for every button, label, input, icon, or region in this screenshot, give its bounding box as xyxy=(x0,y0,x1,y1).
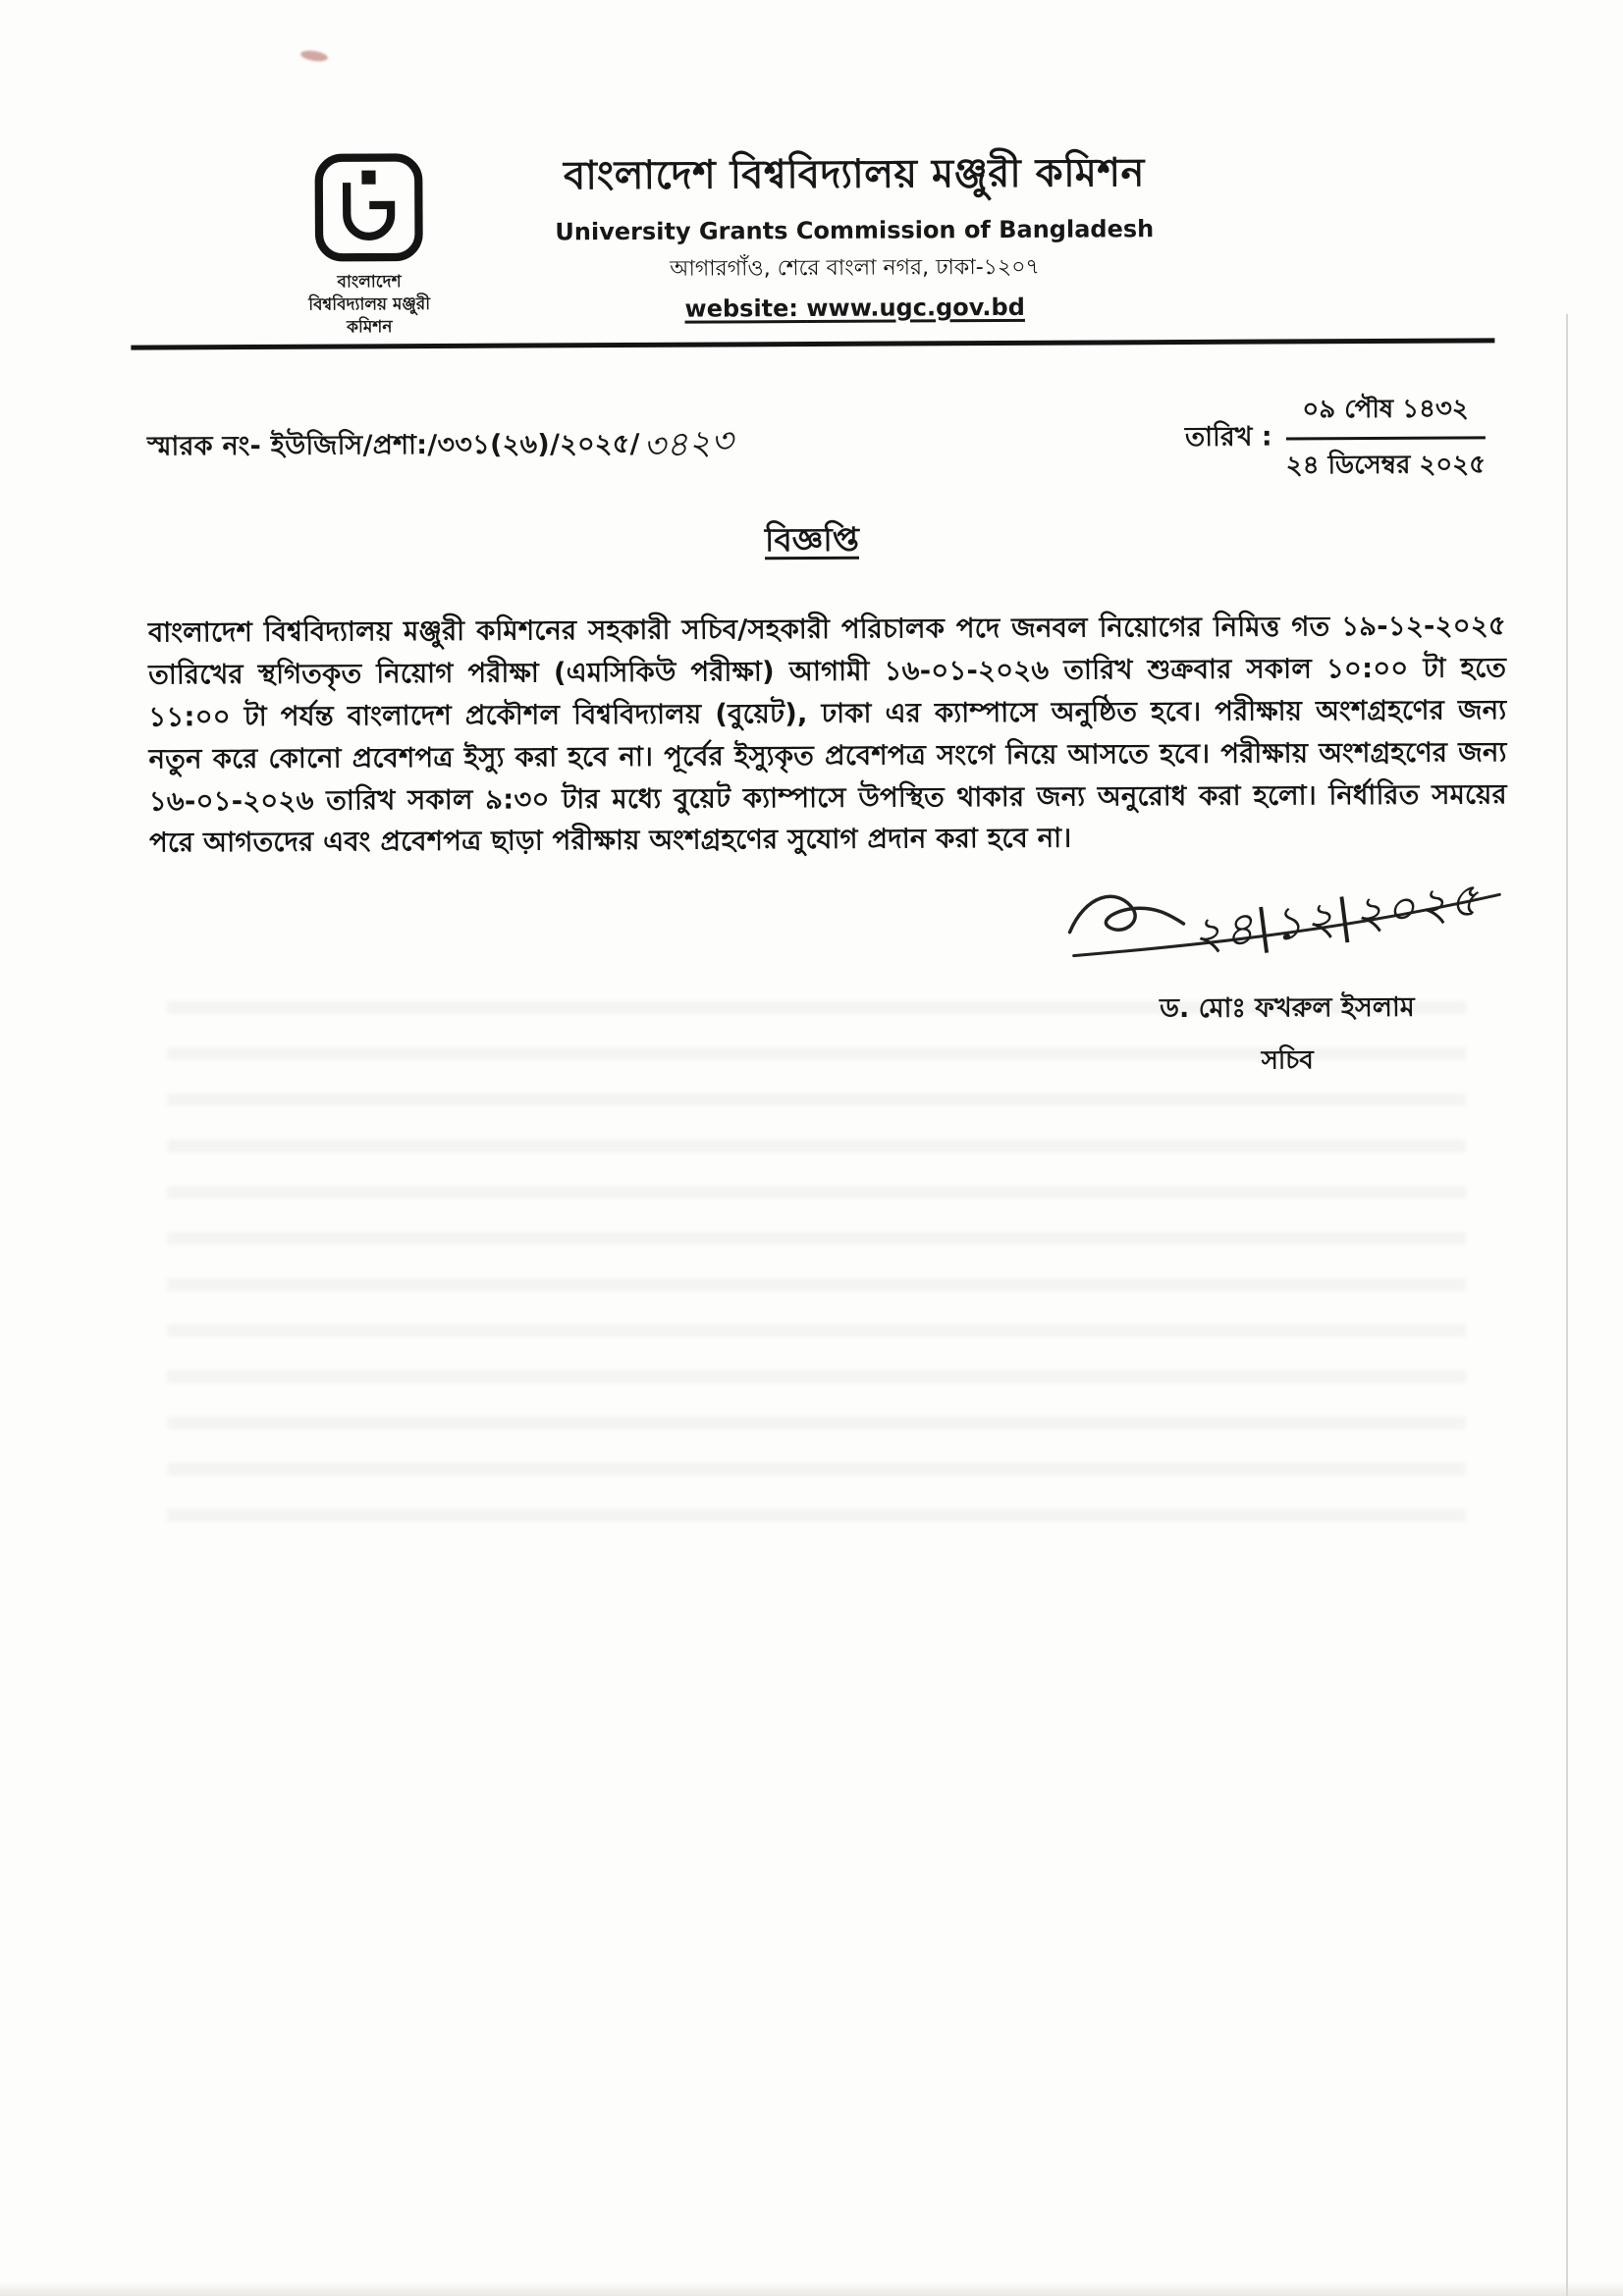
org-name-bn: বাংলাদেশ বিশ্ববিদ্যালয় মঞ্জুরী কমিশন xyxy=(563,150,1146,199)
website-url: www.ugc.gov.bd xyxy=(806,293,1025,323)
memo-number xyxy=(147,386,733,474)
scan-artifact xyxy=(1566,314,1568,2296)
header-text-block xyxy=(437,141,1184,324)
logo-caption-line1: বাংলাদেশ xyxy=(337,272,402,293)
date-label: তারিখ : xyxy=(1184,421,1272,454)
ugc-logo-block xyxy=(285,149,453,340)
logo-caption-line2: বিশ্ববিদ্যালয় মঞ্জুরী কমিশন xyxy=(308,294,431,338)
scan-artifact xyxy=(167,1001,1466,1551)
notice-body: বাংলাদেশ বিশ্ববিদ্যালয় মঞ্জুরী কমিশনের সহকারী সচিব/সহকারী পরিচালক পদে জনবল নিয়োগের নিমিত্ত গত ১৯-১২-২০২৫ তারিখের স্থগিতকৃত নিয়োগ পরীক্ষা (এমসিকিউ পরীক্ষা) আগামী ১৬-০১-২০২৬ তারিখ শুক্রবার সকাল ১০:০০ টা হতে ১১:০০ টা পর্যন্ত বাংলাদেশ প্রকৌশল বিশ্ববিদ্যালয় (বুয়েট), ঢাকা এর ক্যাম্পাসে অনুষ্ঠিত হবে। পরীক্ষায় অংশগ্রহণের জন্য নতুন করে কোনো প্রবেশপত্র ইস্যু করা হবে না। পূর্বের ইস্যুকৃত প্রবেশপত্র সংগে নিয়ে আসতে হবে। পরীক্ষায় অংশগ্রহণের জন্য ১৬-০১-২০২৬ তারিখ সকাল ৯:৩০ টার মধ্যে বুয়েট ক্যাম্পাসে উপস্থিত থাকার জন্য অনুরোধ করা হলো। নির্ধারিত সময়ের পরে আগতদের এবং প্রবেশপত্র ছাড়া পরীক্ষায় অংশগ্রহণের সুযোগ প্রদান করা হবে না। xyxy=(147,610,1507,859)
org-address: আগারগাঁও, শেরে বাংলা নগর, ঢাকা-১২০৭ xyxy=(670,254,1040,282)
memo-number-handwritten: ৩৪২৩ xyxy=(641,421,735,468)
signature-scrawl xyxy=(1055,872,1518,989)
date-gregorian: ২৪ ডিসেম্বর ২০২৫ xyxy=(1285,450,1487,481)
website-label: website: xyxy=(684,294,807,323)
signature-handwritten-date: ২৪|১২|২০২৫ xyxy=(1188,872,1485,964)
website-line xyxy=(526,293,1184,324)
notice-title: বিজ্ঞপ্তি xyxy=(764,519,860,560)
memo-row xyxy=(147,382,1487,494)
document-header xyxy=(0,0,1622,338)
date-bangla-calendar: ০৯ পৌষ ১৪৩২ xyxy=(1285,388,1486,440)
notice-title-wrap xyxy=(0,510,1623,574)
memo-number-printed: স্মারক নং- ইউজিসি/প্রশা:/৩৩১(২৬)/২০২৫/ xyxy=(146,428,640,462)
ugc-logo-icon xyxy=(310,149,427,266)
date-values xyxy=(1285,388,1486,488)
signatory-designation: সচিব xyxy=(1261,1045,1314,1076)
org-name-en: University Grants Commission of Bangladesh xyxy=(555,215,1155,246)
logo-caption xyxy=(286,271,453,340)
scan-artifact xyxy=(0,2282,1623,2296)
date-block xyxy=(1185,382,1486,489)
header-divider xyxy=(131,338,1494,349)
signatory-name: ড. মোঃ ফখরুল ইসলাম xyxy=(1160,992,1415,1025)
